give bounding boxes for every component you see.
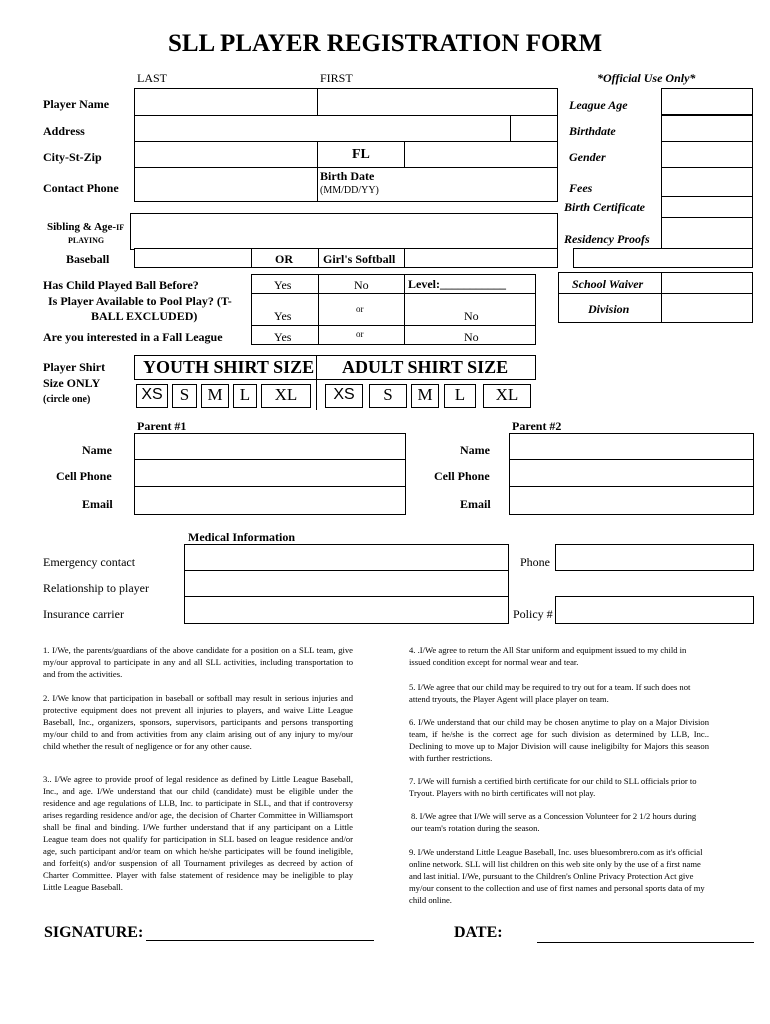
term-4: 4. .I/We agree to return the All Star uniform and equipment issued to my child in issued condition except for normal wear and tear. — [409, 645, 687, 667]
pool-yes-label: Yes — [274, 309, 292, 323]
parent2-email-label: Email — [460, 497, 491, 511]
youth-shirt-title: YOUTH SHIRT SIZE — [143, 357, 315, 377]
adult-size-xl[interactable]: XL — [483, 384, 531, 408]
state-value: FL — [352, 147, 370, 162]
league-age-field[interactable] — [661, 88, 753, 115]
played-before-label: Has Child Played Ball Before? — [43, 278, 199, 292]
fall-or-label: or — [356, 329, 364, 339]
shirt-label-3: (circle one) — [43, 394, 91, 405]
last-column-label: LAST — [137, 71, 167, 85]
played-no-label: No — [354, 278, 369, 292]
page-title: SLL PLAYER REGISTRATION FORM — [167, 30, 603, 57]
signature-line[interactable] — [146, 940, 374, 941]
official-use-label: *Official Use Only* — [597, 71, 696, 85]
signature-label: SIGNATURE: — [44, 924, 144, 941]
division-field[interactable] — [661, 293, 753, 323]
parent2-email-field[interactable] — [509, 486, 754, 515]
level-label: Level:___________ — [408, 277, 506, 291]
adult-shirt-title: ADULT SHIRT SIZE — [342, 357, 509, 377]
parent1-name-field[interactable] — [134, 433, 406, 460]
youth-size-m[interactable]: M — [201, 384, 229, 408]
parent2-label: Parent #2 — [512, 419, 562, 433]
address-label: Address — [43, 124, 85, 138]
emergency-label: Emergency contact — [43, 555, 136, 569]
parent1-cell-label: Cell Phone — [56, 469, 112, 483]
baseball-field[interactable] — [134, 248, 252, 268]
pool-play-label-1: Is Player Available to Pool Play? (T- — [48, 294, 232, 308]
sibling-age-text: Sibling & Age- — [47, 221, 117, 233]
first-column-label: FIRST — [320, 71, 353, 85]
pool-or-label: or — [356, 304, 364, 314]
term-5: 5. I/We agree that our child may be required to try out for a team. If such does not attend tryouts, the Player Agent will place player on team. — [409, 682, 691, 704]
city-field[interactable] — [134, 141, 318, 168]
date-line[interactable] — [537, 942, 754, 943]
pool-play-label-2: BALL EXCLUDED) — [91, 309, 198, 323]
residency-proofs-label: Residency Proofs — [564, 232, 650, 246]
pool-no-label: No — [464, 309, 479, 323]
policy-label: Policy # — [513, 607, 553, 621]
adult-size-m[interactable]: M — [411, 384, 439, 408]
sibling-age-label — [47, 221, 124, 233]
shirt-divider — [316, 380, 317, 410]
sibling-if-text: IF — [116, 223, 125, 232]
insurance-field[interactable] — [184, 596, 509, 624]
parent1-email-field[interactable] — [134, 486, 406, 515]
birth-date-format: (MM/DD/YY) — [320, 185, 379, 196]
parent1-name-label: Name — [82, 443, 112, 457]
policy-field[interactable] — [555, 596, 754, 624]
birthdate-field[interactable] — [661, 115, 753, 142]
division-label: Division — [588, 302, 630, 316]
first-name-field[interactable] — [317, 88, 558, 116]
parent1-label: Parent #1 — [137, 419, 187, 433]
school-waiver-label: School Waiver — [572, 277, 644, 291]
term-9: 9. I/We understand Little League Baseball, Inc. uses bluesombrero.com as it's official online network. SLL will list children on this web site only by the use of a first name and last initial. I/We, pursuant to the Children's Online Privacy Protection Act give my/our consent to the collection and use of first names and personal sports data of my child online. — [409, 847, 705, 905]
official-blank-field[interactable] — [573, 248, 753, 268]
youth-size-xl[interactable]: XL — [261, 384, 311, 408]
gender-label: Gender — [569, 150, 606, 164]
term-7: 7. I/We will furnish a certified birth certificate for our child to SLL officials prior to Tryout. Players with no birth certificates will not play. — [409, 776, 697, 798]
date-label: DATE: — [454, 924, 503, 941]
parent2-name-field[interactable] — [509, 433, 754, 460]
shirt-label-2: Size ONLY — [43, 376, 101, 390]
parent1-email-label: Email — [82, 497, 113, 511]
phone-label: Phone — [520, 555, 550, 569]
term-2: 2. I/We know that participation in baseball or softball may result in serious injuries and protective equipment does not prevent all injuries to players, and waive Litte League Baseball, Inc., organizers, sponsors, supervisors, participants and persons transporting my/our child to and from activities from any claim arising out of any injury to my/our child whether the result of negligence or for any other cause. — [43, 693, 353, 751]
address-field[interactable] — [134, 115, 511, 142]
birthdate-label: Birthdate — [569, 124, 616, 138]
adult-size-xs[interactable]: XS — [325, 384, 363, 408]
address-field-extra[interactable] — [510, 115, 558, 142]
relationship-label: Relationship to player — [43, 581, 149, 595]
term-3: 3.. I/We agree to provide proof of legal residence as defined by Little League Baseball, Inc., and age. I/We understand that our child (candidate) must be eligible under the residence and age regulations of LLB, Inc. to participate in SLL, and that if controversy arises regarding residence and/or age, the decision of Charter Committee in Williamsport shall be final and binding. I/We further understand that if any participant on a Little League team does not qualify for participation in SLL based on league residence and/or age, such participant and/or team on which he/she participates will be found ineligible, and forfeit(s) and/or suspension of all Tournament privileges as decreed by action of Charter Committee. Player with false statement of residence may be ineligible to play Little League Baseball. — [43, 774, 353, 892]
birth-certificate-label: Birth Certificate — [564, 200, 645, 214]
term-6: 6. I/We understand that our child may be chosen anytime to play on a Major Division team, if he/she is the correct age for such division as determined by LLB, Inc.. Declining to move up to Major Division will cause ineligibilty for Majors this season with further restrictions. — [409, 717, 709, 763]
baseball-label: Baseball — [66, 252, 110, 266]
term-1: 1. I/We, the parents/guardians of the above candidate for a position on a SLL team, give my/our approval to participate in any and all SLL activities, including transportation to and from the activities. — [43, 645, 353, 679]
residency-proofs-field[interactable] — [661, 217, 753, 249]
fall-league-label: Are you interested in a Fall League — [43, 330, 223, 344]
emergency-phone-field[interactable] — [555, 544, 754, 571]
term-8: 8. I/We agree that I/We will serve as a Concession Volunteer for 2 1/2 hours during our team's rotation during the season. — [411, 811, 697, 833]
birth-date-label: Birth Date — [320, 169, 375, 183]
youth-size-s[interactable]: S — [172, 384, 197, 408]
fees-label: Fees — [569, 181, 593, 195]
shirt-label-1: Player Shirt — [43, 360, 106, 374]
insurance-label: Insurance carrier — [43, 607, 124, 621]
zip-field[interactable] — [404, 141, 558, 168]
relationship-field[interactable] — [184, 570, 509, 597]
parent2-name-label: Name — [460, 443, 490, 457]
contact-phone-label: Contact Phone — [43, 181, 119, 195]
adult-size-l[interactable]: L — [444, 384, 476, 408]
league-age-label: League Age — [569, 98, 628, 112]
school-waiver-field[interactable] — [661, 272, 753, 294]
sibling-field[interactable] — [130, 213, 558, 250]
youth-size-xs[interactable]: XS — [136, 384, 168, 408]
gender-field[interactable] — [661, 141, 753, 168]
last-name-field[interactable] — [134, 88, 318, 116]
parent2-cell-label: Cell Phone — [434, 469, 490, 483]
played-yes-label: Yes — [274, 278, 292, 292]
or-label: OR — [275, 252, 293, 266]
fees-field[interactable] — [661, 167, 753, 197]
emergency-field[interactable] — [184, 544, 509, 571]
fall-yes-label: Yes — [274, 330, 292, 344]
parent2-cell-field[interactable] — [509, 459, 754, 487]
girls-softball-label: Girl's Softball — [323, 252, 396, 266]
birth-certificate-field[interactable] — [661, 196, 753, 218]
youth-size-l[interactable]: L — [233, 384, 257, 408]
sibling-playing-label: PLAYING — [68, 236, 105, 245]
adult-size-s[interactable]: S — [369, 384, 407, 408]
player-name-label: Player Name — [43, 97, 110, 111]
softball-field[interactable] — [404, 248, 558, 268]
parent1-cell-field[interactable] — [134, 459, 406, 487]
fall-no-label: No — [464, 330, 479, 344]
contact-phone-field[interactable] — [134, 167, 318, 202]
city-st-zip-label: City-St-Zip — [43, 150, 102, 164]
medical-title: Medical Information — [188, 530, 295, 544]
